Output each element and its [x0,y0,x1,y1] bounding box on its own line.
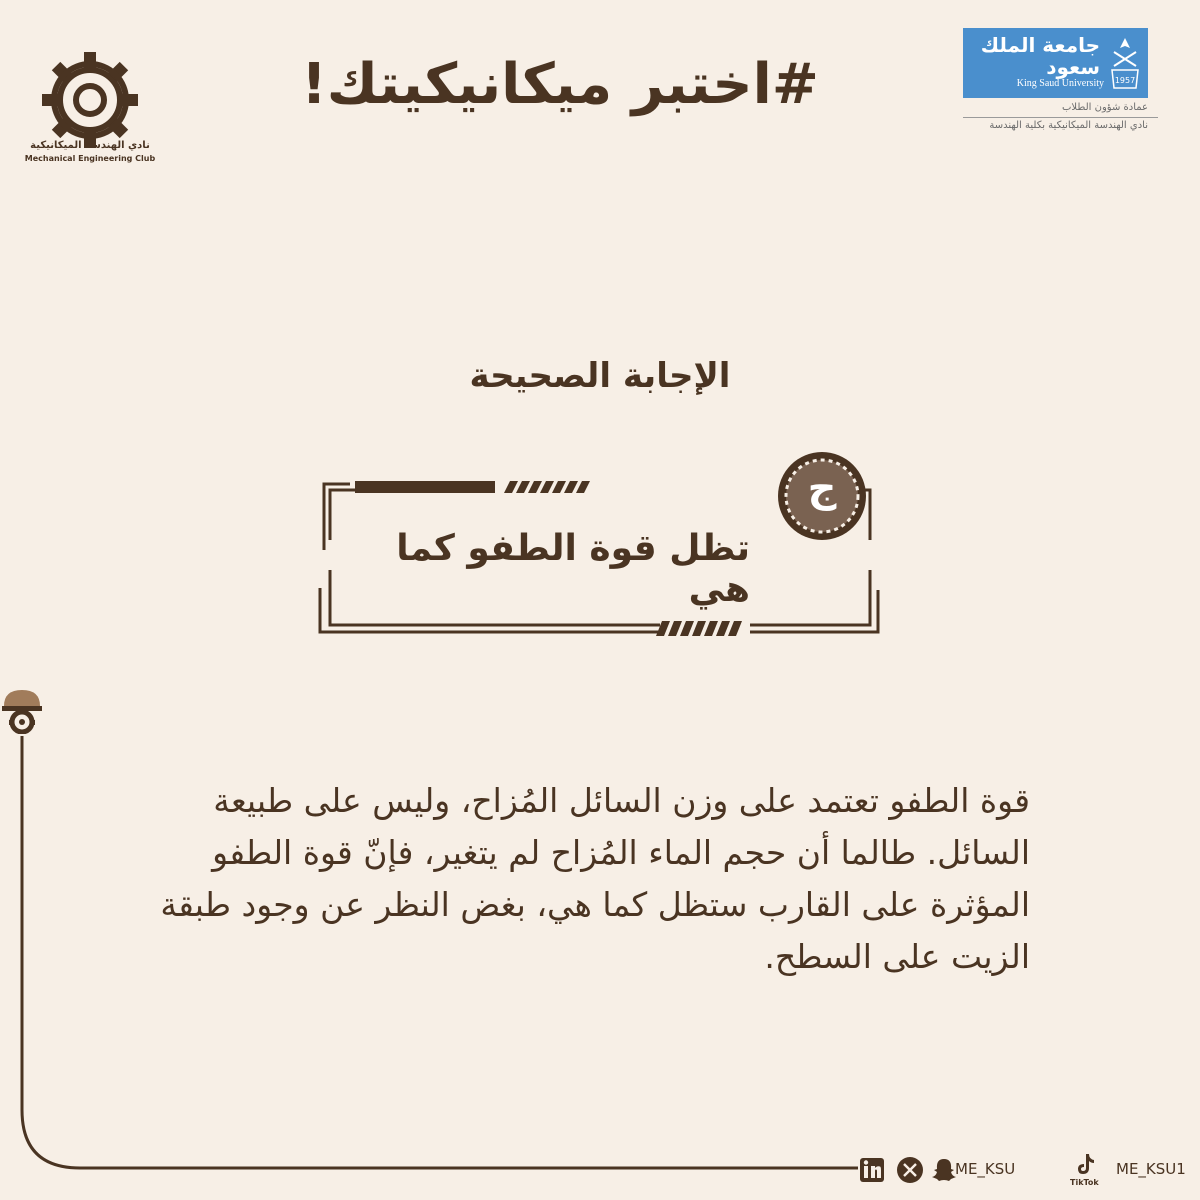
answer-heading: الإجابة الصحيحة [469,356,731,396]
faculty-club-label: نادي الهندسة الميكانيكية بكلية الهندسة [989,120,1148,131]
divider [963,117,1158,118]
university-emblem-icon [1108,36,1142,90]
explanation-text: قوة الطفو تعتمد على وزن السائل المُزاح، وليس على طبيعة السائل. طالما أن حجم الماء المُزاح لم يتغير، فإنّ قوة الطفو المؤثرة على القارب ستظل كما هي، بغض النظر عن وجود طبقة الزيت على السطح. [160,781,1030,976]
page-title: #اختبر ميكانيكيتك! [301,52,819,117]
social-handle: ME_KSU [955,1160,1016,1178]
club-name-arabic: نادي الهندسة الميكانيكية [30,140,150,151]
snapchat-icon[interactable] [930,1156,958,1184]
linkedin-icon[interactable] [860,1156,888,1184]
helmet-gear-icon [0,686,44,734]
tiktok-label: TikTok [1070,1178,1099,1187]
x-icon[interactable] [896,1156,924,1184]
tiktok-icon[interactable] [1072,1152,1098,1176]
answer-text: تظل قوة الطفو كما هي [396,528,750,610]
university-logo [963,28,1148,98]
choice-letter: ج [807,465,837,511]
tiktok-handle: ME_KSU1 [1116,1160,1186,1178]
university-name-arabic: جامعة الملك سعود [980,33,1100,79]
university-year: 1957 [1114,76,1136,85]
university-name-english: King Saud University [1016,78,1104,89]
deanship-label: عمادة شؤون الطلاب [1062,102,1148,113]
club-name-english: Mechanical Engineering Club [24,154,156,163]
